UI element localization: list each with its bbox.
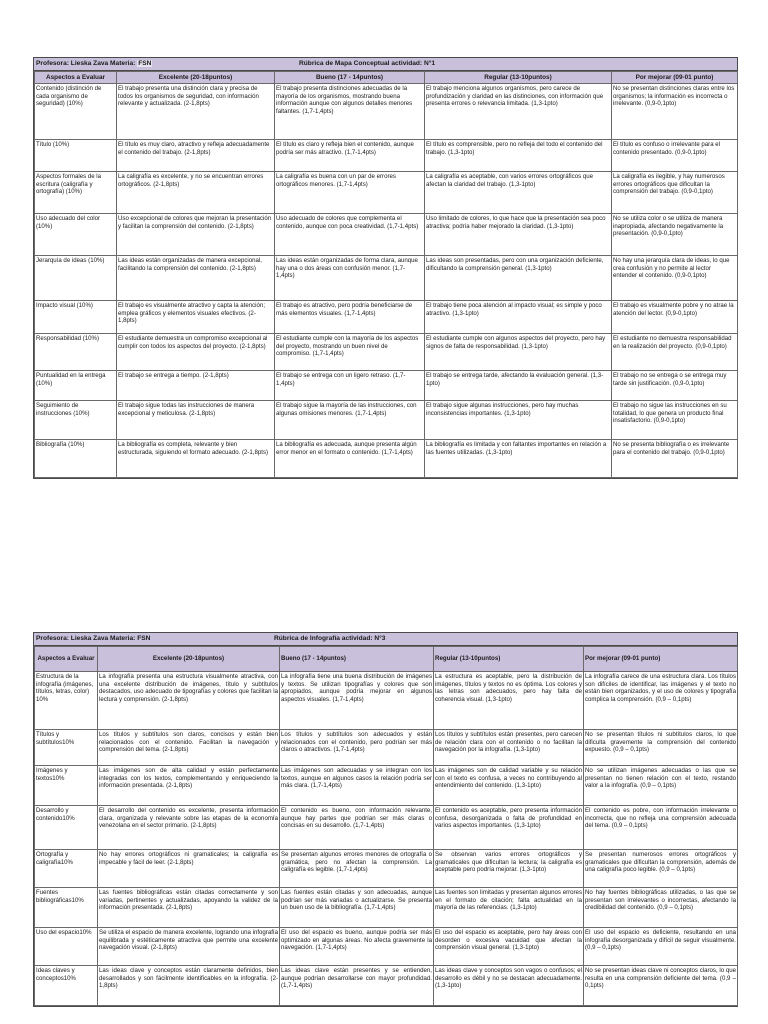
header-bueno: Bueno (17 - 14puntos) bbox=[280, 647, 434, 672]
criterion-cell: Responsabilidad (10%) bbox=[35, 334, 117, 371]
rubric-row bbox=[35, 172, 738, 214]
excelente-cell: Las ideas clave y conceptos están claramente definidos, bien desarrollados y son fácilmente identificables en la infografía. (2-1,8pts) bbox=[98, 966, 280, 1006]
criterion-cell: Uso del espacio10% bbox=[35, 928, 98, 966]
excelente-cell: El trabajo es visualmente atractivo y capta la atención; emplea gráficos y elementos visuales efectivos. (2-1,8pts) bbox=[117, 301, 275, 334]
criterion-cell: Uso adecuado del color (10%) bbox=[35, 214, 117, 256]
header-por-mejorar: Por mejorar (09-01 punto) bbox=[612, 72, 738, 84]
bueno-cell: El contenido es bueno, con información relevante, aunque hay partes que podrían ser más claras o concisas en su desarrollo. (1,7-1,4pts) bbox=[280, 806, 434, 850]
criterion-cell: Fuentes bibliográficas10% bbox=[35, 888, 98, 928]
regular-cell: La bibliografía es limitada y con faltantes importantes en relación a las fuentes utilizadas. (1,3-1pto) bbox=[425, 440, 612, 478]
subject-label: Materia: bbox=[110, 635, 136, 642]
por-mejorar-cell: La caligrafía es ilegible, y hay numerosos errores ortográficos que dificultan la comprensión del trabajo. (0,9-0,1pto) bbox=[612, 172, 738, 214]
por-mejorar-cell: La infografía carece de una estructura clara. Los títulos son difíciles de identificar, las imágenes y el texto no están bien organizados, y el uso de colores y tipografía complica la comprensión. (0,9 – 0,1pts) bbox=[584, 672, 738, 730]
rubric-table bbox=[34, 71, 738, 478]
rubric-header bbox=[34, 633, 737, 646]
bueno-cell: La caligrafía es buena con un par de errores ortográficos menores. (1,7-1,4pts) bbox=[275, 172, 425, 214]
rubric-row bbox=[35, 806, 738, 850]
teacher-subject bbox=[36, 635, 150, 642]
criterion-cell: Desarrollo y contenido10% bbox=[35, 806, 98, 850]
rubric-row bbox=[35, 850, 738, 888]
bueno-cell: El trabajo es atractivo, pero podría beneficiarse de más elementos visuales. (1,7-1,4pts) bbox=[275, 301, 425, 334]
regular-cell: El uso del espacio es aceptable, pero hay áreas con desorden o excesiva vacuidad que afectan la comprensión visual general. (1,3-1pto) bbox=[434, 928, 584, 966]
por-mejorar-cell: El trabajo no sigue las instrucciones en su totalidad, lo que genera un producto final insatisfactorio. (0,9-0,1pto) bbox=[612, 401, 738, 440]
excelente-cell: Los títulos y subtítulos son claros, concisos y están bien relacionados con el contenido. Facilitan la navegación y comprensión del tema. (2-1,8pts) bbox=[98, 730, 280, 766]
rubric-infografia bbox=[33, 632, 738, 1007]
por-mejorar-cell: No se utilizan imágenes adecuadas o las que se presentan no tienen relación con el texto, restando valor a la infografía. (0,9 – 0,1pts) bbox=[584, 766, 738, 806]
rubric-row bbox=[35, 301, 738, 334]
criterion-cell: Jerarquía de ideas (10%) bbox=[35, 256, 117, 301]
regular-cell: Las imágenes son de calidad variable y su relación con el texto es confusa, a veces no contribuyendo al entendimiento del contenido. (1,3-1pto) bbox=[434, 766, 584, 806]
bueno-cell: El uso del espacio es bueno, aunque podría ser más optimizado en algunas áreas. No afecta gravemente la navegación. (1,7-1,4pts) bbox=[280, 928, 434, 966]
regular-cell: El trabajo se entrega tarde, afectando la evaluación general. (1,3-1pto) bbox=[425, 371, 612, 401]
excelente-cell: Uso excepcional de colores que mejoran la presentación y facilitan la comprensión del contenido. (2-1,8pts) bbox=[117, 214, 275, 256]
por-mejorar-cell: El trabajo es visualmente pobre y no atrae la atención del lector. (0,9-0,1pto) bbox=[612, 301, 738, 334]
rubric-header bbox=[34, 58, 737, 71]
por-mejorar-cell: No se presentan títulos ni subtítulos claros, lo que dificulta gravemente la comprensión del contenido expuesto. (0,9 – 0,1pts) bbox=[584, 730, 738, 766]
teacher-name: Profesora: Lieska Zava bbox=[36, 60, 109, 67]
regular-cell: Se observan varios errores ortográficos y gramaticales que dificultan la lectura; la caligrafía es aceptable pero podría mejorar. (1,3-1pto) bbox=[434, 850, 584, 888]
header-regular: Regular (13-10puntos) bbox=[425, 72, 612, 84]
regular-cell: La caligrafía es aceptable, con varios errores ortográficos que afectan la claridad del trabajo. (1,3-1pto) bbox=[425, 172, 612, 214]
bueno-cell: La bibliografía es adecuada, aunque presenta algún error menor en el formato o contenido. (1,7-1,4pts) bbox=[275, 440, 425, 478]
por-mejorar-cell: No se presentan ideas clave ni conceptos claros, lo que resulta en una comprensión deficiente del tema. (0,9 – 0,1pts) bbox=[584, 966, 738, 1006]
teacher-subject bbox=[36, 60, 152, 67]
bueno-cell: El estudiante cumple con la mayoría de los aspectos del proyecto, mostrando un buen nivel de compromiso. (1,7-1,4pts) bbox=[275, 334, 425, 371]
por-mejorar-cell: No hay una jerarquía clara de ideas, lo que crea confusión y no permite al lector entender el contenido. (0,9-0,1pto) bbox=[612, 256, 738, 301]
excelente-cell: Las ideas están organizadas de manera excepcional, facilitando la comprensión del contenido. (2-1,8pts) bbox=[117, 256, 275, 301]
regular-cell: Los títulos y subtítulos están presentes, pero carecen de relación clara con el contenido o no facilitan la navegación por la infografía. (1,3-1pto) bbox=[434, 730, 584, 766]
criterion-cell: Título (10%) bbox=[35, 140, 117, 172]
rubric-mapa-conceptual bbox=[33, 57, 738, 479]
criterion-cell: Seguimiento de instrucciones (10%) bbox=[35, 401, 117, 440]
excelente-cell: La bibliografía es completa, relevante y bien estructurada, siguiendo el formato adecuado. (2-1,8pts) bbox=[117, 440, 275, 478]
rubric-row bbox=[35, 440, 738, 478]
rubric-row bbox=[35, 334, 738, 371]
criterion-cell: Impacto visual (10%) bbox=[35, 301, 117, 334]
excelente-cell: El trabajo presenta una distinción clara y precisa de todos los organismos de seguridad, con información relevante y actualizada. (2-1,8pts) bbox=[117, 84, 275, 140]
por-mejorar-cell: El contenido es pobre, con información irrelevante o incorrecta, que no refleja una comprensión adecuada del tema. (0,9 – 0,1pts) bbox=[584, 806, 738, 850]
regular-cell: El trabajo tiene poca atención al impacto visual; es simple y poco atractivo. (1,3-1pto) bbox=[425, 301, 612, 334]
criterion-cell: Imágenes y textos10% bbox=[35, 766, 98, 806]
criterion-cell: Ideas claves y conceptos10% bbox=[35, 966, 98, 1006]
por-mejorar-cell: No se presenta bibliografía o es irrelevante para el contenido del trabajo. (0,9-0,1pto) bbox=[612, 440, 738, 478]
regular-cell: El trabajo menciona algunos organismos, pero carece de profundización y claridad en las distinciones, con información que presenta errores o relevancia limitada. (1,3-1pto) bbox=[425, 84, 612, 140]
excelente-cell: El trabajo se entrega a tiempo. (2-1,8pts) bbox=[117, 371, 275, 401]
por-mejorar-cell: Se presentan numerosos errores ortográficos y gramaticales que dificultan la comprensión, además de una caligrafía poco legible. (0,9 – 0,1pts) bbox=[584, 850, 738, 888]
por-mejorar-cell: El trabajo no se entrega o se entrega muy tarde sin justificación. (0,9-0,1pto) bbox=[612, 371, 738, 401]
criterion-cell: Títulos y subtítulos10% bbox=[35, 730, 98, 766]
bueno-cell: La infografía tiene una buena distribución de imágenes y textos. Se utilizan tipografías y colores que son apropiados, aunque podría mejorar en algunos aspectos visuales. (1,7-1,4pts) bbox=[280, 672, 434, 730]
rubric-row bbox=[35, 256, 738, 301]
rubric-table bbox=[34, 646, 738, 1006]
por-mejorar-cell: El uso del espacio es deficiente, resultando en una infografía desorganizada y difícil de seguir visualmente. (0,9 – 0,1pts) bbox=[584, 928, 738, 966]
excelente-cell: Las imágenes son de alta calidad y están perfectamente integradas con los textos, complementando y enriqueciendo la información presentada. (2-1,8pts) bbox=[98, 766, 280, 806]
header-por-mejorar: Por mejorar (09-01 punto) bbox=[584, 647, 738, 672]
bueno-cell: Las ideas están organizadas de forma clara, aunque hay una o dos áreas con confusión menor. (1,7-1,4pts) bbox=[275, 256, 425, 301]
criterion-cell: Ortografía y caligrafía10% bbox=[35, 850, 98, 888]
bueno-cell: El título es claro y refleja bien el contenido, aunque podría ser más atractivo. (1,7-1,4pts) bbox=[275, 140, 425, 172]
bueno-cell: El trabajo presenta distinciones adecuadas de la mayoría de los organismos, mostrando buena información aunque con algunos detalles menores faltantes. (1,7-1,4pts) bbox=[275, 84, 425, 140]
rubric-title: Rúbrica de Infografía actividad: N°3 bbox=[274, 635, 386, 642]
rubric-row bbox=[35, 84, 738, 140]
rubric-row bbox=[35, 966, 738, 1006]
criterion-cell: Contenido (distinción de cada organismo de seguridad) (10%) bbox=[35, 84, 117, 140]
excelente-cell: El trabajo sigue todas las instrucciones de manera excepcional y meticulosa. (2-1,8pts) bbox=[117, 401, 275, 440]
bueno-cell: Los títulos y subtítulos son adecuados y están relacionados con el contenido, pero podrían ser más claros o atractivos. (1,7-1,4pts) bbox=[280, 730, 434, 766]
rubric-row bbox=[35, 371, 738, 401]
excelente-cell: La infografía presenta una estructura visualmente atractiva, con una excelente distribución de imágenes, título y subtítulos destacados, uso adecuado de tipografías y colores que facilitan la lectura y comprensión. (2-1,8pts) bbox=[98, 672, 280, 730]
criterion-cell: Aspectos formales de la escritura (caligrafía y ortografía) (10%) bbox=[35, 172, 117, 214]
rubric-row bbox=[35, 766, 738, 806]
bueno-cell: Las fuentes están citadas y son adecuadas, aunque podrían ser más variadas o actualizarse. Se presenta un buen uso de la bibliografía. (1,7-1,4pts) bbox=[280, 888, 434, 928]
rubric-row bbox=[35, 140, 738, 172]
regular-cell: Las ideas clave y conceptos son vagos o confusos; el desarrollo es débil y no se destacan adecuadamente. (1,3-1pto) bbox=[434, 966, 584, 1006]
header-bueno: Bueno (17 - 14puntos) bbox=[275, 72, 425, 84]
header-excelente: Excelente (20-18puntos) bbox=[117, 72, 275, 84]
por-mejorar-cell: No se utiliza color o se utiliza de manera inapropiada, afectando negativamente la presentación. (0,9-0,1pto) bbox=[612, 214, 738, 256]
regular-cell: Uso limitado de colores, lo que hace que la presentación sea poco atractiva; podría haber mejorado la claridad. (1,3-1pto) bbox=[425, 214, 612, 256]
regular-cell: La estructura es aceptable, pero la distribución de imágenes, títulos y textos no es óptima. Los colores y las letras son adecuados, pero hay falta de coherencia visual. (1,3-1pto) bbox=[434, 672, 584, 730]
rubric-title: Rúbrica de Mapa Conceptual actividad: N°1 bbox=[299, 60, 436, 67]
subject-value: FSN bbox=[137, 635, 151, 642]
rubric-row bbox=[35, 401, 738, 440]
por-mejorar-cell: El título es confuso o irrelevante para el contenido presentado. (0,9-0,1pto) bbox=[612, 140, 738, 172]
regular-cell: El estudiante cumple con algunos aspectos del proyecto, pero hay signos de falta de responsabilidad. (1,3-1pto) bbox=[425, 334, 612, 371]
bueno-cell: Las imágenes son adecuadas y se integran con los textos, aunque en algunos casos la relación podría ser más clara. (1,7-1,4pts) bbox=[280, 766, 434, 806]
subject-label: Materia: bbox=[110, 60, 136, 67]
excelente-cell: La caligrafía es excelente, y no se encuentran errores ortográficos. (2-1,8pts) bbox=[117, 172, 275, 214]
subject-value: FSN bbox=[138, 60, 152, 67]
header-aspects: Aspectos a Evaluar bbox=[35, 647, 98, 672]
por-mejorar-cell: No hay fuentes bibliográficas utilizadas, o las que se presentan son irrelevantes o incorrectas, afectando la credibilidad del contenido. (0,9 – 0,1pts) bbox=[584, 888, 738, 928]
criterion-cell: Bibliografía (10%) bbox=[35, 440, 117, 478]
regular-cell: El título es comprensible, pero no refleja del todo el contenido del trabajo. (1,3-1pto) bbox=[425, 140, 612, 172]
por-mejorar-cell: No se presentan distinciones claras entre los organismos; la información es incorrecta o irrelevante. (0,9-0,1pto) bbox=[612, 84, 738, 140]
bueno-cell: El trabajo se entrega con un ligero retraso. (1,7-1,4pts) bbox=[275, 371, 425, 401]
header-aspects: Aspectos a Evaluar bbox=[35, 72, 117, 84]
criterion-cell: Puntualidad en la entrega (10%) bbox=[35, 371, 117, 401]
excelente-cell: No hay errores ortográficos ni gramaticales; la caligrafía es impecable y fácil de leer. (2-1,8pts) bbox=[98, 850, 280, 888]
bueno-cell: Se presentan algunos errores menores de ortografía o gramática, pero no afectan la comprensión. La caligrafía es legible. (1,7-1,4pts) bbox=[280, 850, 434, 888]
rubric-row bbox=[35, 672, 738, 730]
excelente-cell: El desarrollo del contenido es excelente, presenta información clara, organizada y relevante sobre las etapas de la economía venezolana en el sector primario. (2-1,8pts) bbox=[98, 806, 280, 850]
criterion-cell: Estructura de la infografía (imágenes, títulos, letras, color) 10% bbox=[35, 672, 98, 730]
rubric-row bbox=[35, 928, 738, 966]
teacher-name: Profesora: Lieska Zava bbox=[36, 635, 109, 642]
regular-cell: Las ideas son presentadas, pero con una organización deficiente, dificultando la comprensión general. (1,3-1pto) bbox=[425, 256, 612, 301]
rubric-row bbox=[35, 730, 738, 766]
regular-cell: El trabajo sigue algunas instrucciones, pero hay muchas inconsistencias importantes. (1,3-1pto) bbox=[425, 401, 612, 440]
rubric-row bbox=[35, 214, 738, 256]
excelente-cell: Se utiliza el espacio de manera excelente, logrando una infografía equilibrada y estéticamente atractiva que permite una excelente navegación visual. (2-1,8pts) bbox=[98, 928, 280, 966]
excelente-cell: El estudiante demuestra un compromiso excepcional al cumplir con todos los aspectos del proyecto. (2-1,8pts) bbox=[117, 334, 275, 371]
header-regular: Regular (13-10puntos) bbox=[434, 647, 584, 672]
por-mejorar-cell: El estudiante no demuestra responsabilidad en la realización del proyecto. (0,9-0,1pto) bbox=[612, 334, 738, 371]
excelente-cell: Las fuentes bibliográficas están citadas correctamente y son variadas, pertinentes y actualizadas, apoyando la validez de la información presentada. (2-1,8pts) bbox=[98, 888, 280, 928]
excelente-cell: El título es muy claro, atractivo y refleja adecuadamente el contenido del trabajo. (2-1,8pts) bbox=[117, 140, 275, 172]
regular-cell: Las fuentes son limitadas y presentan algunos errores en el formato de citación; falta actualidad en la mayoría de las referencias. (1,3-1pto) bbox=[434, 888, 584, 928]
bueno-cell: Las ideas clave están presentes y se entienden, aunque podrían desarrollarse con mayor profundidad. (1,7-1,4pts) bbox=[280, 966, 434, 1006]
bueno-cell: El trabajo sigue la mayoría de las instrucciones, con algunas omisiones menores. (1,7-1,4pts) bbox=[275, 401, 425, 440]
regular-cell: El contenido es aceptable, pero presenta información confusa, desorganizada o falta de profundidad en varios aspectos importantes. (1,3-1pto) bbox=[434, 806, 584, 850]
bueno-cell: Uso adecuado de colores que complementa el contenido, aunque con poca creatividad. (1,7-1,4pts) bbox=[275, 214, 425, 256]
header-excelente: Excelente (20-18puntos) bbox=[98, 647, 280, 672]
rubric-row bbox=[35, 888, 738, 928]
